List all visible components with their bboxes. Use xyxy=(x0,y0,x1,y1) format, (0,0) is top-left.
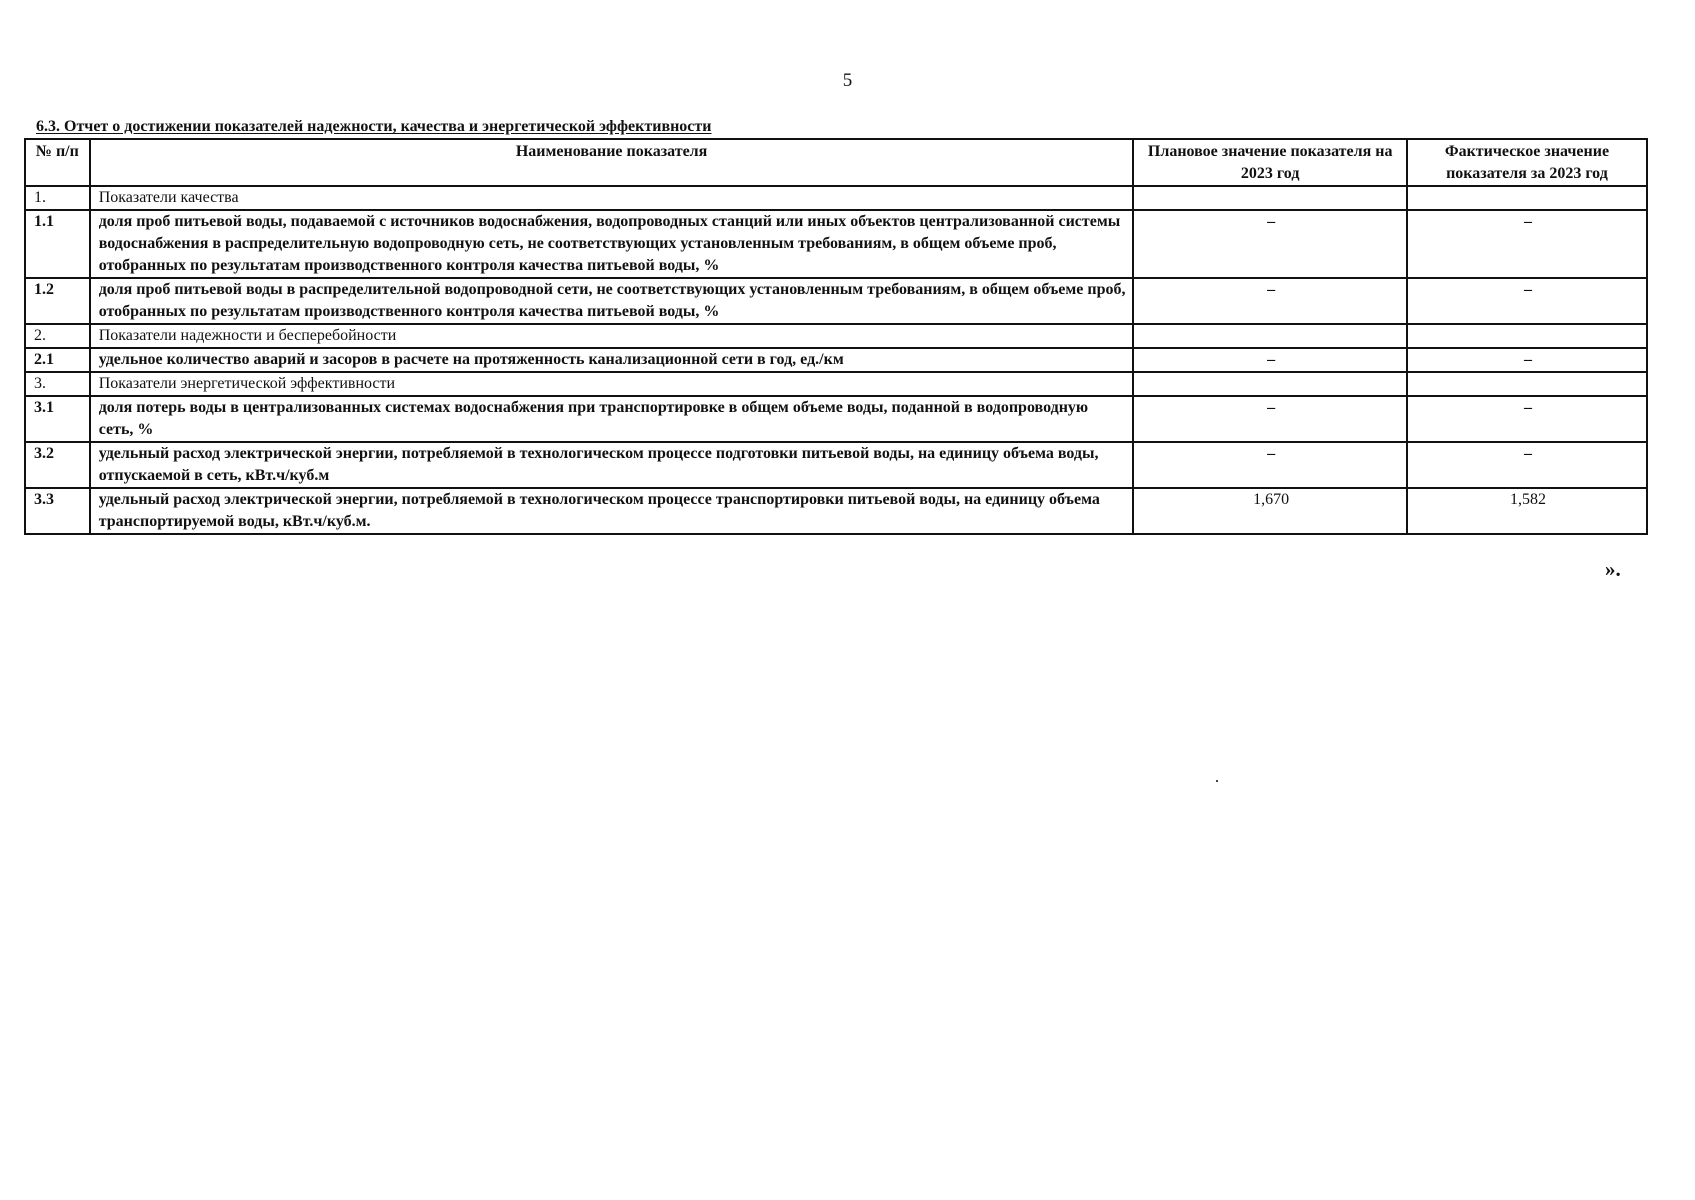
table-row xyxy=(25,210,1647,278)
row-plan xyxy=(1133,324,1406,348)
row-fact xyxy=(1407,186,1647,210)
table-body xyxy=(25,186,1647,534)
row-fact: – xyxy=(1407,396,1647,442)
row-fact: – xyxy=(1407,210,1647,278)
row-num: 2.1 xyxy=(25,348,90,372)
row-num: 1.2 xyxy=(25,278,90,324)
row-num: 3. xyxy=(25,372,90,396)
row-name: удельное количество аварий и засоров в расчете на протяженность канализационной сети в год, ед./км xyxy=(90,348,1134,372)
row-num: 3.1 xyxy=(25,396,90,442)
row-plan: – xyxy=(1133,442,1406,488)
row-plan: – xyxy=(1133,210,1406,278)
row-plan: – xyxy=(1133,396,1406,442)
row-name: удельный расход электрической энергии, потребляемой в технологическом процессе подготовки питьевой воды, на единицу объема воды, отпускаемой в сеть, кВт.ч/куб.м xyxy=(90,442,1134,488)
row-num: 3.3 xyxy=(25,488,90,534)
row-fact: 1,582 xyxy=(1407,488,1647,534)
row-plan: – xyxy=(1133,348,1406,372)
table-row xyxy=(25,396,1647,442)
row-plan xyxy=(1133,372,1406,396)
row-name: доля проб питьевой воды, подаваемой с источников водоснабжения, водопроводных станций или иных объектов централизованной системы водоснабжения в распределительную водопроводную сеть, не соответствующих установленным требованиям, в общем объеме проб, отобранных по результатам производственного контроля качества питьевой воды, % xyxy=(90,210,1134,278)
row-num: 1.1 xyxy=(25,210,90,278)
row-num: 1. xyxy=(25,186,90,210)
row-fact: – xyxy=(1407,442,1647,488)
row-fact xyxy=(1407,372,1647,396)
row-name: Показатели надежности и бесперебойности xyxy=(90,324,1134,348)
scan-artifact-dot xyxy=(1216,780,1218,782)
table-header-row xyxy=(25,139,1647,186)
row-name: Показатели качества xyxy=(90,186,1134,210)
row-plan: – xyxy=(1133,278,1406,324)
header-plan: Плановое значение показателя на 2023 год xyxy=(1133,139,1406,186)
table-row xyxy=(25,186,1647,210)
row-fact xyxy=(1407,324,1647,348)
table-row xyxy=(25,442,1647,488)
page-number: 5 xyxy=(842,70,853,91)
row-num: 3.2 xyxy=(25,442,90,488)
section-title: 6.3. Отчет о достижении показателей надежности, качества и энергетической эффективности xyxy=(36,118,712,135)
table-row xyxy=(25,324,1647,348)
table-row xyxy=(25,372,1647,396)
table-row xyxy=(25,488,1647,534)
header-fact: Фактическое значение показателя за 2023 год xyxy=(1407,139,1647,186)
row-plan xyxy=(1133,186,1406,210)
indicators-table xyxy=(24,138,1648,535)
row-num: 2. xyxy=(25,324,90,348)
row-name: удельный расход электрической энергии, потребляемой в технологическом процессе транспортировки питьевой воды, на единицу объема транспортируемой воды, кВт.ч/куб.м. xyxy=(90,488,1134,534)
row-plan: 1,670 xyxy=(1133,488,1406,534)
row-name: Показатели энергетической эффективности xyxy=(90,372,1134,396)
row-fact: – xyxy=(1407,348,1647,372)
row-name: доля проб питьевой воды в распределительной водопроводной сети, не соответствующих установленным требованиям, в общем объеме проб, отобранных по результатам производственного контроля качества питьевой воды, % xyxy=(90,278,1134,324)
row-fact: – xyxy=(1407,278,1647,324)
row-name: доля потерь воды в централизованных системах водоснабжения при транспортировке в общем объеме воды, поданной в водопроводную сеть, % xyxy=(90,396,1134,442)
table-row xyxy=(25,278,1647,324)
header-name: Наименование показателя xyxy=(90,139,1134,186)
header-num: № п/п xyxy=(25,139,90,186)
table-row xyxy=(25,348,1647,372)
closing-quote-mark: ». xyxy=(1605,557,1621,581)
